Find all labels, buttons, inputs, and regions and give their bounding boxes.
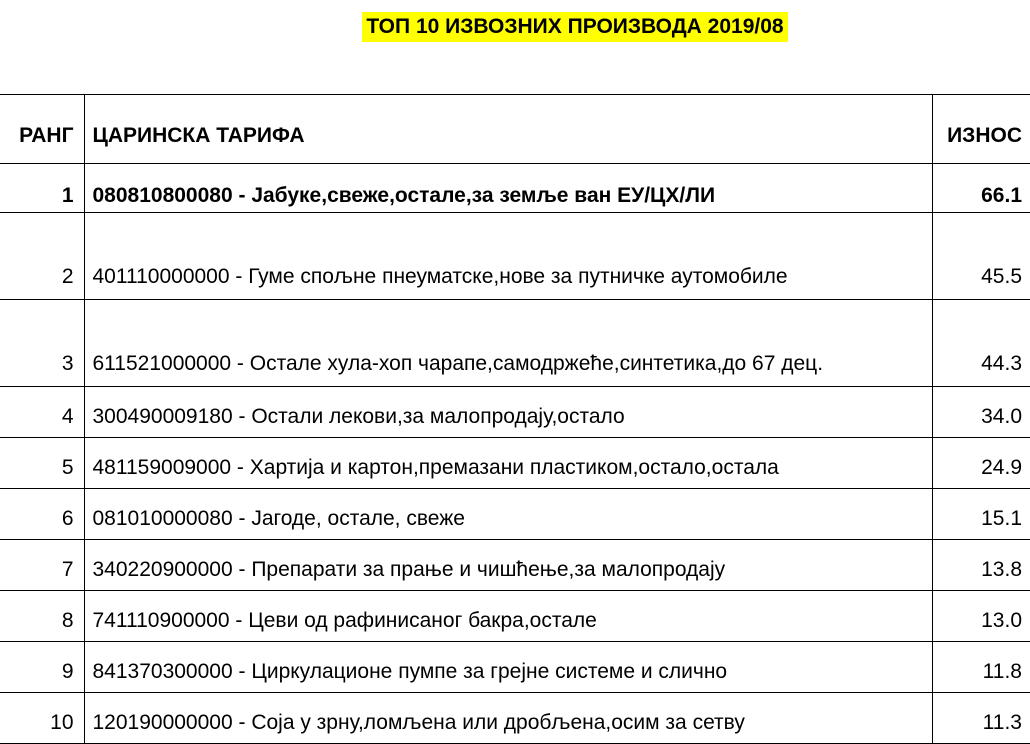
table-row — [0, 693, 1030, 744]
table-row — [0, 300, 1030, 387]
table-row — [0, 642, 1030, 693]
row-rank: 3 — [0, 300, 84, 387]
row-tariff: 401110000000 - Гуме спољне пнеуматске,нове за путничке аутомобиле — [84, 213, 932, 300]
row-rank: 6 — [0, 489, 84, 540]
row-rank: 9 — [0, 642, 84, 693]
row-tariff: 841370300000 - Циркулационе пумпе за грејне системе и слично — [84, 642, 932, 693]
table-row — [0, 213, 1030, 300]
row-amount: 11.8 — [932, 642, 1030, 693]
table-row — [0, 438, 1030, 489]
title-container — [0, 12, 1030, 42]
header-rank: РАНГ — [0, 95, 84, 164]
table-row — [0, 387, 1030, 438]
row-tariff: 611521000000 - Остале хула-хоп чарапе,самодржеће,синтетика,до 67 дец. — [84, 300, 932, 387]
row-amount: 13.0 — [932, 591, 1030, 642]
row-tariff: 340220900000 - Препарати за прање и чишћење,за малопродају — [84, 540, 932, 591]
header-tariff: ЦАРИНСКА ТАРИФА — [84, 95, 932, 164]
header-amount: ИЗНОС — [932, 95, 1030, 164]
row-amount: 24.9 — [932, 438, 1030, 489]
row-amount: 34.0 — [932, 387, 1030, 438]
row-rank: 5 — [0, 438, 84, 489]
row-tariff: 081010000080 - Јагоде, остале, свеже — [84, 489, 932, 540]
row-amount: 44.3 — [932, 300, 1030, 387]
row-rank: 7 — [0, 540, 84, 591]
row-rank: 2 — [0, 213, 84, 300]
table-row — [0, 489, 1030, 540]
row-amount: 15.1 — [932, 489, 1030, 540]
row-tariff: 481159009000 - Хартија и картон,премазани пластиком,остало,остала — [84, 438, 932, 489]
row-amount: 11.3 — [932, 693, 1030, 744]
row-rank: 4 — [0, 387, 84, 438]
row-tariff: 300490009180 - Остали лекови,за малопродају,остало — [84, 387, 932, 438]
table-header-row — [0, 95, 1030, 164]
row-rank: 10 — [0, 693, 84, 744]
table-row — [0, 591, 1030, 642]
row-tariff: 741110900000 - Цеви од рафинисаног бакра,остале — [84, 591, 932, 642]
page-title: ТОП 10 ИЗВОЗНИХ ПРОИЗВОДА 2019/08 — [362, 12, 787, 42]
row-amount: 45.5 — [932, 213, 1030, 300]
row-amount: 66.1 — [932, 164, 1030, 213]
row-tariff: 080810800080 - Јабуке,свеже,остале,за земље ван ЕУ/ЦХ/ЛИ — [84, 164, 932, 213]
row-rank: 8 — [0, 591, 84, 642]
row-amount: 13.8 — [932, 540, 1030, 591]
export-table — [0, 94, 1030, 744]
row-rank: 1 — [0, 164, 84, 213]
table-row — [0, 164, 1030, 213]
table-row — [0, 540, 1030, 591]
row-tariff: 120190000000 - Соја у зрну,ломљена или дробљена,осим за сетву — [84, 693, 932, 744]
